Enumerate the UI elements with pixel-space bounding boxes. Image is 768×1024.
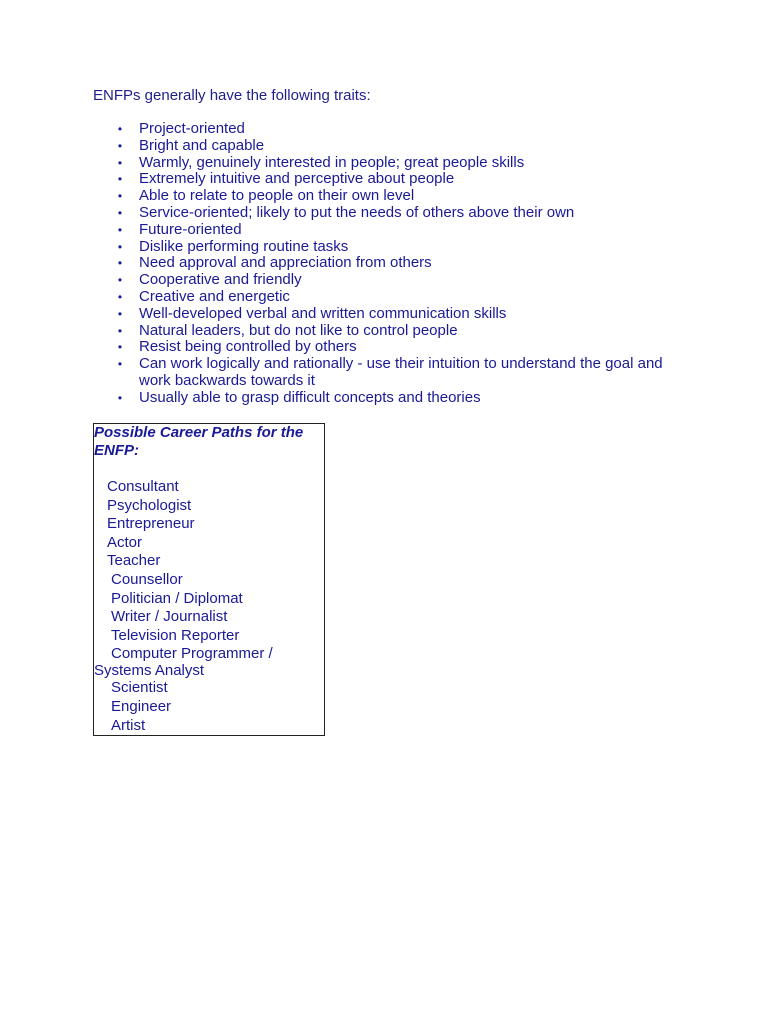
bullet-icon: • [117, 306, 123, 321]
trait-item [93, 306, 673, 323]
trait-item [93, 323, 673, 340]
trait-text: Future-oriented [139, 220, 242, 238]
career-item: Politician / Diplomat [111, 589, 243, 607]
bullet-icon: • [117, 256, 123, 271]
career-item: Actor [107, 533, 143, 551]
trait-text: Extremely intuitive and perceptive about people [139, 170, 455, 188]
trait-item [93, 272, 673, 289]
trait-text: Can work logically and rationally - use their intuition to understand the goal and work backwards towards it [139, 355, 663, 389]
trait-item [93, 222, 673, 239]
trait-text: Service-oriented; likely to put the needs of others above their own [139, 203, 575, 221]
trait-item [93, 138, 673, 155]
trait-item [93, 188, 673, 205]
trait-item [93, 289, 673, 306]
bullet-icon: • [117, 122, 123, 136]
career-item: Counsellor [111, 570, 183, 588]
trait-item [93, 155, 673, 172]
career-item: Consultant [107, 478, 179, 495]
career-item: Artist [111, 716, 146, 734]
bullet-icon: • [117, 172, 123, 187]
trait-text: Warmly, genuinely interested in people; great people skills [139, 153, 525, 171]
bullet-icon: • [117, 239, 123, 254]
trait-item [93, 205, 673, 222]
trait-text: Project-oriented [139, 120, 245, 137]
bullet-icon: • [117, 390, 123, 405]
bullet-icon: • [117, 340, 123, 355]
career-box-title: Possible Career Paths for the ENFP: [94, 424, 304, 459]
bullet-icon: • [117, 273, 123, 288]
trait-text: Need approval and appreciation from others [139, 254, 432, 272]
trait-text: Creative and energetic [139, 287, 290, 305]
bullet-icon: • [117, 155, 123, 170]
career-item: Psychologist [107, 496, 192, 514]
trait-text: Able to relate to people on their own level [139, 187, 415, 205]
career-paths-box [93, 423, 325, 736]
trait-item [93, 390, 673, 407]
trait-item [93, 171, 673, 188]
trait-item [93, 121, 673, 138]
trait-text: Usually able to grasp difficult concepts and theories [139, 388, 481, 406]
bullet-icon: • [117, 222, 123, 237]
career-item: Computer Programmer / Systems Analyst [94, 645, 273, 680]
trait-text: Bright and capable [139, 136, 265, 154]
trait-text: Cooperative and friendly [139, 271, 302, 289]
trait-text: Natural leaders, but do not like to control people [139, 321, 458, 339]
bullet-icon: • [117, 289, 123, 304]
career-item: Scientist [111, 679, 168, 697]
bullet-icon: • [117, 323, 123, 338]
bullet-icon: • [117, 205, 123, 220]
trait-text: Resist being controlled by others [139, 338, 357, 356]
trait-text: Well-developed verbal and written communication skills [139, 304, 507, 322]
bullet-icon: • [117, 189, 123, 204]
bullet-icon: • [117, 357, 123, 372]
trait-item [93, 239, 673, 256]
intro-text: ENFPs generally have the following traits: [93, 87, 371, 104]
career-item: Engineer [111, 697, 172, 715]
career-item: Writer / Journalist [111, 608, 228, 626]
bullet-icon: • [117, 138, 123, 153]
career-list [94, 478, 324, 735]
trait-item [93, 339, 673, 356]
career-item: Television Reporter [111, 626, 240, 644]
trait-text: Dislike performing routine tasks [139, 237, 349, 255]
traits-list [93, 121, 673, 407]
trait-item [93, 356, 673, 390]
career-item: Teacher [107, 552, 161, 570]
career-item: Entrepreneur [107, 515, 195, 533]
trait-item [93, 255, 673, 272]
